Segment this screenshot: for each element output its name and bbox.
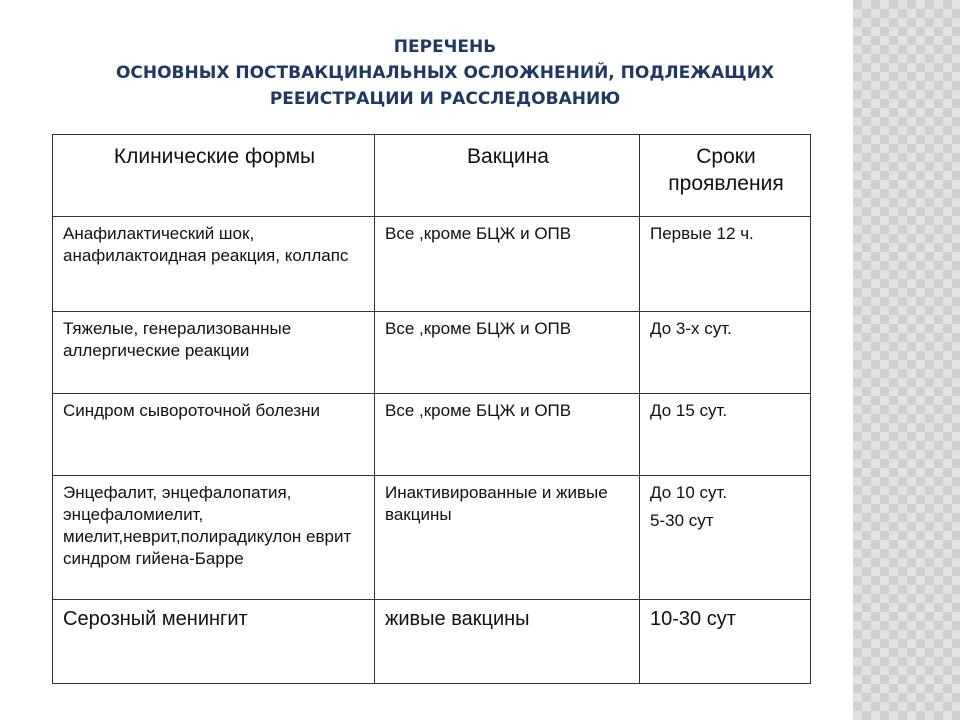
term-line-1: До 10 сут.: [650, 483, 728, 502]
cell-vaccine: живые вакцины: [375, 600, 640, 684]
table-row: [53, 394, 811, 476]
decorative-side-pattern: [853, 0, 960, 720]
cell-vaccine: Инактивированные и живые вакцины: [375, 476, 640, 600]
table-row: [53, 217, 811, 312]
cell-term: До 3-х сут.: [640, 312, 811, 394]
cell-vaccine: Все ,кроме БЦЖ и ОПВ: [375, 312, 640, 394]
cell-form: Тяжелые, генерализованные аллергические реакции: [53, 312, 375, 394]
cell-form: Энцефалит, энцефалопатия, энцефаломиелит, миелит,неврит,полирадикулон еврит синдром гийена-Барре: [53, 476, 375, 600]
cell-vaccine: Все ,кроме БЦЖ и ОПВ: [375, 217, 640, 312]
cell-term: До 15 сут.: [640, 394, 811, 476]
cell-vaccine: Все ,кроме БЦЖ и ОПВ: [375, 394, 640, 476]
table-row: [53, 476, 811, 600]
cell-form: Серозный менингит: [53, 600, 375, 684]
header-vaccine: Вакцина: [375, 135, 640, 217]
table-header-row: [53, 135, 811, 217]
title-line-2: ОСНОВНЫХ ПОСТВАКЦИНАЛЬНЫХ ОСЛОЖНЕНИЙ, ПОДЛЕЖАЩИХ: [115, 63, 775, 83]
title-line-1: ПЕРЕЧЕНЬ: [393, 37, 497, 57]
slide-title: [40, 34, 850, 112]
cell-form: Синдром сывороточной болезни: [53, 394, 375, 476]
cell-term: Первые 12 ч.: [640, 217, 811, 312]
table-row: [53, 312, 811, 394]
header-terms: Сроки проявления: [640, 135, 811, 217]
cell-term: [640, 476, 811, 600]
header-clinical-forms: Клинические формы: [53, 135, 375, 217]
cell-term: 10-30 сут: [640, 600, 811, 684]
title-line-3: РЕЕИСТРАЦИИ И РАССЛЕДОВАНИЮ: [269, 89, 621, 109]
table-row: [53, 600, 811, 684]
cell-form: Анафилактический шок, анафилактоидная реакция, коллапс: [53, 217, 375, 312]
complications-table: [52, 134, 811, 684]
term-line-2: 5-30 сут: [650, 511, 714, 530]
